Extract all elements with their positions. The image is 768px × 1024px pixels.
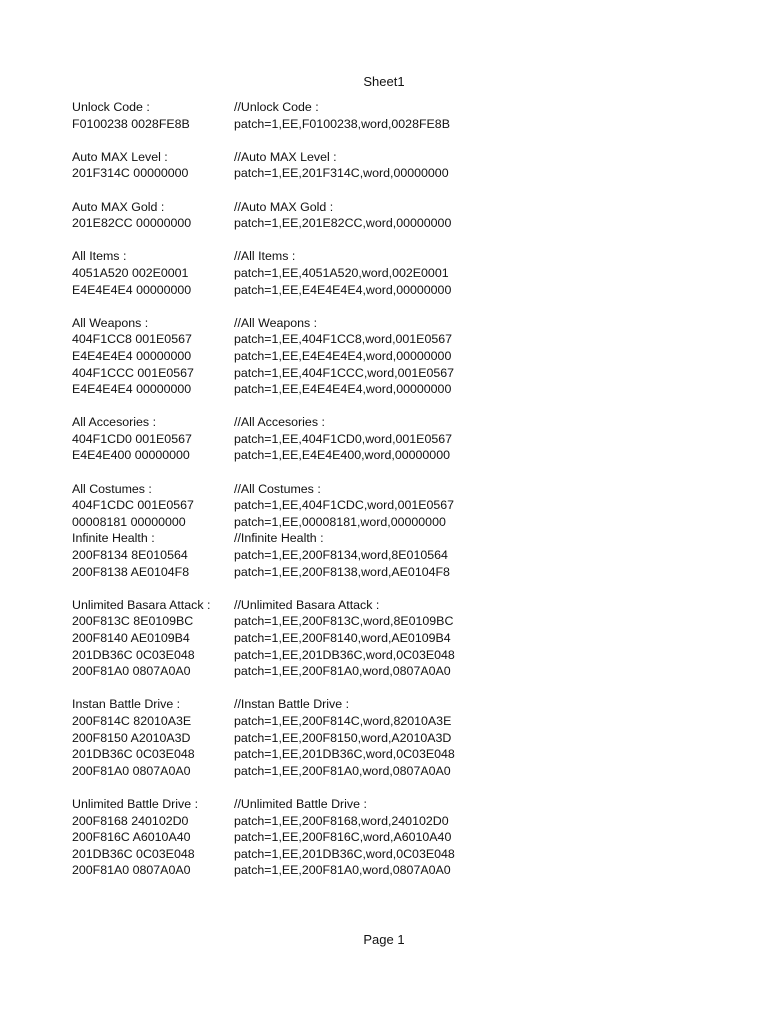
code-row [72, 365, 672, 382]
code-cell: F0100238 0028FE8B [72, 116, 190, 131]
code-row [72, 530, 672, 547]
code-cell [72, 182, 234, 199]
patch-cell [234, 232, 672, 249]
page-number: Page 1 [363, 932, 405, 947]
code-row [72, 215, 672, 232]
code-cell [72, 464, 234, 481]
code-cell: 200F81A0 0807A0A0 [72, 763, 191, 778]
code-cell: 200F81A0 0807A0A0 [72, 664, 191, 679]
code-row [72, 796, 672, 813]
code-row [72, 564, 672, 581]
code-cell [72, 580, 234, 597]
code-cell: 404F1CCC 001E0567 [72, 365, 194, 380]
code-cell: Auto MAX Level : [72, 149, 168, 164]
code-row [72, 613, 672, 630]
code-cell: Unlimited Battle Drive : [72, 796, 199, 811]
code-row [72, 116, 672, 133]
code-row [72, 663, 672, 680]
patch-cell: patch=1,EE,200F8134,word,8E010564 [234, 548, 448, 563]
patch-cell: patch=1,EE,200F81A0,word,0807A0A0 [234, 664, 451, 679]
code-row [72, 481, 672, 498]
patch-cell: patch=1,EE,200F8140,word,AE0109B4 [234, 631, 451, 645]
patch-cell: patch=1,EE,E4E4E400,word,00000000 [234, 448, 450, 463]
code-cell: 404F1CDC 001E0567 [72, 498, 194, 513]
code-row [72, 713, 672, 730]
code-row [72, 846, 672, 863]
patch-cell: //Unlimited Basara Attack : [234, 597, 380, 612]
code-row [72, 381, 672, 398]
patch-cell [234, 182, 672, 199]
patch-cell: //Unlimited Battle Drive : [234, 796, 367, 811]
code-cell [72, 132, 234, 149]
patch-cell: patch=1,EE,201E82CC,word,00000000 [234, 216, 452, 231]
code-cell: Auto MAX Gold : [72, 199, 165, 214]
code-row [72, 730, 672, 747]
code-cell [72, 232, 234, 249]
blank-row [72, 182, 672, 199]
code-cell: 00008181 00000000 [72, 514, 186, 529]
patch-cell [234, 680, 672, 697]
code-cell: Infinite Health : [72, 531, 155, 546]
code-cell: 4051A520 002E0001 [72, 265, 189, 280]
code-row [72, 282, 672, 299]
code-cell: E4E4E4E4 00000000 [72, 282, 192, 297]
code-row [72, 597, 672, 614]
patch-cell: //Infinite Health : [234, 531, 324, 546]
code-cell: Unlimited Basara Attack : [72, 597, 211, 612]
patch-cell: patch=1,EE,201DB36C,word,0C03E048 [234, 647, 455, 662]
code-cell: 404F1CD0 001E0567 [72, 431, 192, 446]
patch-cell: patch=1,EE,201DB36C,word,0C03E048 [234, 846, 455, 861]
patch-cell: //All Costumes : [234, 481, 321, 496]
code-cell [72, 680, 234, 697]
code-cell: 200F814C 82010A3E [72, 713, 192, 728]
patch-cell: //Instan Battle Drive : [234, 697, 350, 712]
code-cell: Unlock Code : [72, 100, 150, 114]
code-row [72, 199, 672, 216]
blank-row [72, 680, 672, 697]
patch-cell: //All Weapons : [234, 315, 318, 330]
code-cell: 200F8150 A2010A3D [72, 730, 191, 745]
code-cell: 200F816C A6010A40 [72, 830, 191, 845]
patch-cell: patch=1,EE,200F81A0,word,0807A0A0 [234, 763, 451, 778]
code-row [72, 149, 672, 166]
code-cell: 200F8140 AE0109B4 [72, 631, 190, 645]
code-row [72, 431, 672, 448]
patch-cell: patch=1,EE,201DB36C,word,0C03E048 [234, 747, 455, 762]
patch-cell: patch=1,EE,E4E4E4E4,word,00000000 [234, 282, 452, 297]
patch-cell [234, 398, 672, 415]
patch-cell [234, 580, 672, 597]
patch-cell: patch=1,EE,200F813C,word,8E0109BC [234, 614, 454, 629]
blank-row [72, 464, 672, 481]
blank-row [72, 779, 672, 796]
code-cell: E4E4E400 00000000 [72, 448, 190, 463]
code-cell: 200F81A0 0807A0A0 [72, 863, 191, 878]
blank-row [72, 132, 672, 149]
patch-cell: //All Accesories : [234, 415, 325, 430]
patch-cell: patch=1,EE,404F1CC8,word,001E0567 [234, 332, 453, 347]
patch-cell [234, 464, 672, 481]
code-row [72, 813, 672, 830]
patch-cell [234, 779, 672, 796]
code-cell [72, 398, 234, 415]
code-row [72, 99, 672, 116]
patch-cell: patch=1,EE,200F8168,word,240102D0 [234, 813, 449, 828]
code-cell: E4E4E4E4 00000000 [72, 382, 192, 397]
patch-cell: patch=1,EE,200F8150,word,A2010A3D [234, 730, 452, 745]
patch-cell: patch=1,EE,E4E4E4E4,word,00000000 [234, 382, 452, 397]
code-row [72, 265, 672, 282]
patch-cell: patch=1,EE,00008181,word,00000000 [234, 514, 446, 529]
code-cell: 201DB36C 0C03E048 [72, 747, 195, 762]
code-cell [72, 779, 234, 796]
code-row [72, 746, 672, 763]
patch-cell: //All Items : [234, 249, 296, 264]
sheet-title: Sheet1 [363, 74, 405, 89]
code-cell: 201F314C 00000000 [72, 166, 189, 181]
code-cell: 201E82CC 00000000 [72, 216, 192, 231]
patch-cell: patch=1,EE,404F1CCC,word,001E0567 [234, 365, 455, 380]
code-row [72, 763, 672, 780]
patch-cell: patch=1,EE,200F81A0,word,0807A0A0 [234, 863, 451, 878]
patch-cell: patch=1,EE,200F816C,word,A6010A40 [234, 830, 452, 845]
code-cell: 200F8168 240102D0 [72, 813, 189, 828]
code-row [72, 647, 672, 664]
patch-cell: patch=1,EE,200F8138,word,AE0104F8 [234, 564, 450, 579]
code-row [72, 497, 672, 514]
blank-row [72, 298, 672, 315]
patch-cell: patch=1,EE,F0100238,word,0028FE8B [234, 116, 450, 131]
code-cell: All Weapons : [72, 315, 149, 330]
code-cell: 200F8138 AE0104F8 [72, 564, 190, 579]
code-row [72, 829, 672, 846]
patch-cell: patch=1,EE,201F314C,word,00000000 [234, 166, 449, 181]
code-cell: All Accesories : [72, 415, 157, 430]
code-row [72, 547, 672, 564]
code-row [72, 331, 672, 348]
patch-cell [234, 132, 672, 149]
patch-cell: //Auto MAX Level : [234, 149, 337, 164]
code-row [72, 165, 672, 182]
cheat-code-table [72, 99, 672, 879]
code-row [72, 348, 672, 365]
blank-row [72, 232, 672, 249]
code-row [72, 315, 672, 332]
code-row [72, 514, 672, 531]
code-cell: 201DB36C 0C03E048 [72, 647, 195, 662]
code-row [72, 696, 672, 713]
patch-cell: //Auto MAX Gold : [234, 199, 334, 214]
code-cell: 201DB36C 0C03E048 [72, 846, 195, 861]
code-cell [72, 298, 234, 315]
code-cell: All Items : [72, 249, 127, 264]
code-row [72, 447, 672, 464]
patch-cell: patch=1,EE,4051A520,word,002E0001 [234, 265, 449, 280]
patch-cell [234, 298, 672, 315]
code-cell: E4E4E4E4 00000000 [72, 348, 192, 363]
code-row [72, 630, 672, 647]
code-cell: 200F813C 8E0109BC [72, 614, 194, 629]
code-cell: Instan Battle Drive : [72, 697, 181, 712]
code-row [72, 248, 672, 265]
code-row [72, 862, 672, 879]
code-row [72, 414, 672, 431]
blank-row [72, 580, 672, 597]
patch-cell: patch=1,EE,200F814C,word,82010A3E [234, 713, 452, 728]
patch-cell: patch=1,EE,404F1CDC,word,001E0567 [234, 498, 455, 513]
code-cell: 200F8134 8E010564 [72, 548, 188, 563]
code-cell: 404F1CC8 001E0567 [72, 332, 192, 347]
patch-cell: patch=1,EE,404F1CD0,word,001E0567 [234, 431, 453, 446]
code-cell: All Costumes : [72, 481, 152, 496]
patch-cell: //Unlock Code : [234, 100, 319, 114]
blank-row [72, 398, 672, 415]
patch-cell: patch=1,EE,E4E4E4E4,word,00000000 [234, 348, 452, 363]
